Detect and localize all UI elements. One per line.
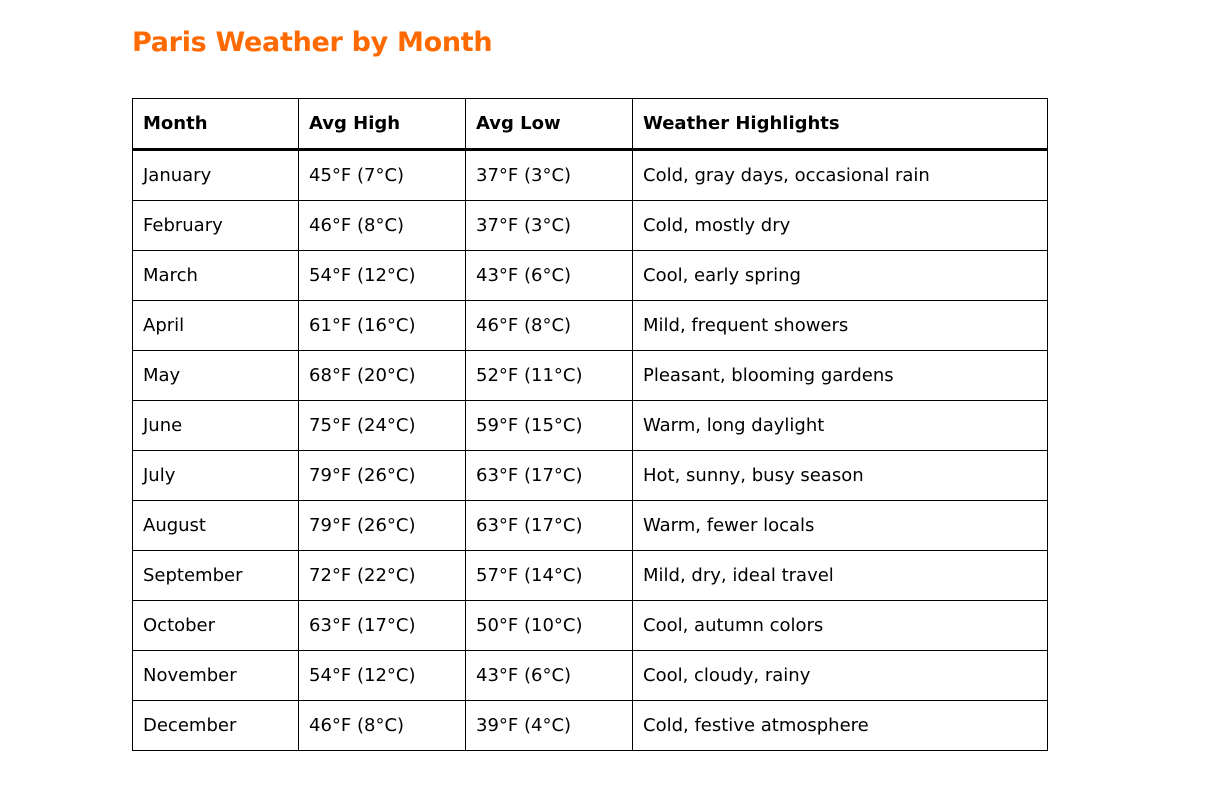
table-row (133, 201, 1048, 251)
weather-table (132, 98, 1048, 751)
cell-month: September (133, 551, 299, 601)
cell-weather-highlights: Cool, early spring (633, 251, 1048, 301)
cell-avg-high: 75°F (24°C) (299, 401, 466, 451)
cell-avg-high: 54°F (12°C) (299, 651, 466, 701)
header-avg-high: Avg High (299, 99, 466, 150)
cell-avg-high: 54°F (12°C) (299, 251, 466, 301)
table-row (133, 451, 1048, 501)
cell-avg-low: 63°F (17°C) (466, 501, 633, 551)
cell-month: August (133, 501, 299, 551)
cell-avg-low: 63°F (17°C) (466, 451, 633, 501)
table-row (133, 551, 1048, 601)
cell-avg-low: 39°F (4°C) (466, 701, 633, 751)
cell-avg-high: 63°F (17°C) (299, 601, 466, 651)
cell-weather-highlights: Cold, mostly dry (633, 201, 1048, 251)
cell-avg-high: 72°F (22°C) (299, 551, 466, 601)
cell-avg-low: 37°F (3°C) (466, 150, 633, 201)
cell-month: November (133, 651, 299, 701)
cell-weather-highlights: Cold, gray days, occasional rain (633, 150, 1048, 201)
table-row (133, 601, 1048, 651)
cell-weather-highlights: Warm, fewer locals (633, 501, 1048, 551)
cell-month: May (133, 351, 299, 401)
cell-avg-high: 46°F (8°C) (299, 701, 466, 751)
table-row (133, 651, 1048, 701)
cell-avg-high: 68°F (20°C) (299, 351, 466, 401)
cell-avg-low: 52°F (11°C) (466, 351, 633, 401)
cell-avg-high: 61°F (16°C) (299, 301, 466, 351)
cell-avg-low: 59°F (15°C) (466, 401, 633, 451)
table-row (133, 401, 1048, 451)
cell-month: April (133, 301, 299, 351)
table-row (133, 501, 1048, 551)
cell-avg-low: 50°F (10°C) (466, 601, 633, 651)
cell-avg-low: 57°F (14°C) (466, 551, 633, 601)
table-body (133, 150, 1048, 751)
cell-avg-high: 46°F (8°C) (299, 201, 466, 251)
header-month: Month (133, 99, 299, 150)
table-row (133, 351, 1048, 401)
cell-month: February (133, 201, 299, 251)
cell-month: January (133, 150, 299, 201)
cell-weather-highlights: Cold, festive atmosphere (633, 701, 1048, 751)
table-row (133, 701, 1048, 751)
cell-month: June (133, 401, 299, 451)
cell-avg-low: 46°F (8°C) (466, 301, 633, 351)
table-row (133, 150, 1048, 201)
cell-avg-high: 79°F (26°C) (299, 451, 466, 501)
cell-weather-highlights: Cool, autumn colors (633, 601, 1048, 651)
table-header-row (133, 99, 1048, 150)
cell-month: October (133, 601, 299, 651)
page-title: Paris Weather by Month (132, 27, 493, 58)
cell-avg-high: 79°F (26°C) (299, 501, 466, 551)
table-row (133, 251, 1048, 301)
cell-month: March (133, 251, 299, 301)
cell-month: July (133, 451, 299, 501)
cell-avg-high: 45°F (7°C) (299, 150, 466, 201)
cell-avg-low: 37°F (3°C) (466, 201, 633, 251)
cell-avg-low: 43°F (6°C) (466, 251, 633, 301)
cell-weather-highlights: Mild, frequent showers (633, 301, 1048, 351)
cell-weather-highlights: Cool, cloudy, rainy (633, 651, 1048, 701)
header-weather-highlights: Weather Highlights (633, 99, 1048, 150)
header-avg-low: Avg Low (466, 99, 633, 150)
cell-weather-highlights: Warm, long daylight (633, 401, 1048, 451)
cell-avg-low: 43°F (6°C) (466, 651, 633, 701)
cell-weather-highlights: Mild, dry, ideal travel (633, 551, 1048, 601)
table-row (133, 301, 1048, 351)
cell-weather-highlights: Hot, sunny, busy season (633, 451, 1048, 501)
cell-month: December (133, 701, 299, 751)
cell-weather-highlights: Pleasant, blooming gardens (633, 351, 1048, 401)
